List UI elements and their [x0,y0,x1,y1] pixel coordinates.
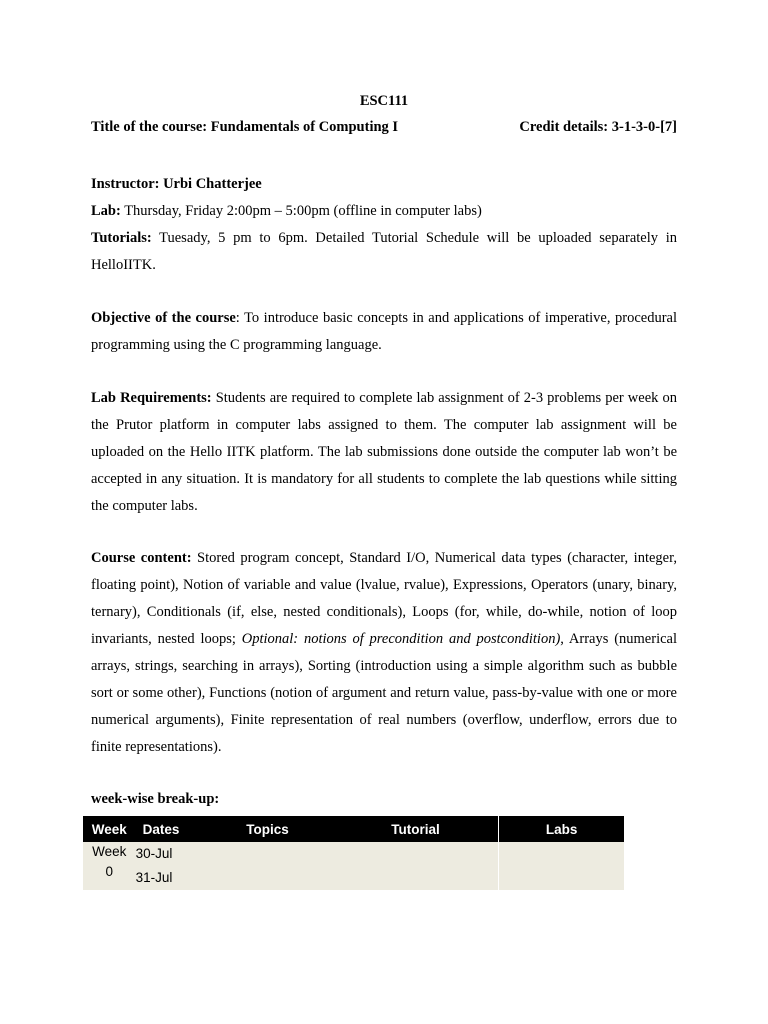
title-line [91,119,677,136]
header-tutorial: Tutorial [333,816,499,842]
objective-label: Objective of the course [91,310,236,326]
course-content-text-before: Stored program concept, Standard I/O, Numerical data types (character, integer, floating point), Notion of variable and value (lvalue, rvalue), Expressions, Operators (unary, binary, ternary), Conditionals (if, else, nested conditionals), Loops (for, while, do-while, notion of loop invariants, nested loops; [91,550,677,647]
lab-requirements-paragraph [91,385,677,520]
course-content-optional: Optional: notions of precondition and postcondition) [241,631,561,647]
table-row [83,842,624,890]
tutorials-text: Tuesady, 5 pm to 6pm. Detailed Tutorial Schedule will be uploaded separately in HelloIITK. [91,230,677,273]
weekwise-table [83,816,624,890]
tutorial-cell [333,842,499,890]
dates-cell [136,842,202,890]
lab-label: Lab: [91,203,121,219]
objective-text: : To introduce basic concepts in and applications of imperative, procedural programming using the C programming language. [91,310,677,353]
date-item: 31-Jul [135,870,173,885]
credit-details: Credit details: 3-1-3-0-[7] [519,119,677,135]
lab-text: Thursday, Friday 2:00pm – 5:00pm (offline in computer labs) [120,203,482,219]
tutorials-label: Tutorials: [91,230,152,246]
header-week: Week [83,816,136,842]
lab-requirements-text: Students are required to complete lab assignment of 2-3 problems per week on the Prutor platform in computer labs assigned to them. The computer lab assignment will be uploaded on the Hello IITK platform. The lab submissions done outside the computer lab won’t be accepted in any situation. It is mandatory for all students to complete the lab questions while sitting the computer labs. [91,390,677,514]
header-topics: Topics [202,816,333,842]
header-dates: Dates [136,816,202,842]
course-title: Title of the course: Fundamentals of Computing I [91,119,399,135]
week-cell: Week 0 [83,842,136,890]
course-content-text-after: , Arrays (numerical arrays, strings, searching in arrays), Sorting (introduction using a simple algorithm such as bubble sort or some other), Functions (notion of argument and return value, pass-by-value with one or more numerical arguments), Finite representation of real numbers (overflow, underflow, errors due to finite representations). [91,631,677,755]
topics-cell [202,842,333,890]
lab-requirements-label: Lab Requirements: [91,390,212,406]
date-item: 30-Jul [135,846,173,861]
weekwise-heading: week-wise break-up: [91,791,220,807]
objective-paragraph [91,305,677,359]
instructor-line: Instructor: Urbi Chatterjee [91,176,262,192]
lab-line [91,198,677,225]
labs-cell [499,842,624,890]
header-labs: Labs [499,816,624,842]
course-content-label: Course content: [91,550,192,566]
course-code: ESC111 [359,93,409,109]
course-content-paragraph [91,545,677,761]
table-header-row [83,816,624,842]
tutorials-paragraph [91,225,677,279]
